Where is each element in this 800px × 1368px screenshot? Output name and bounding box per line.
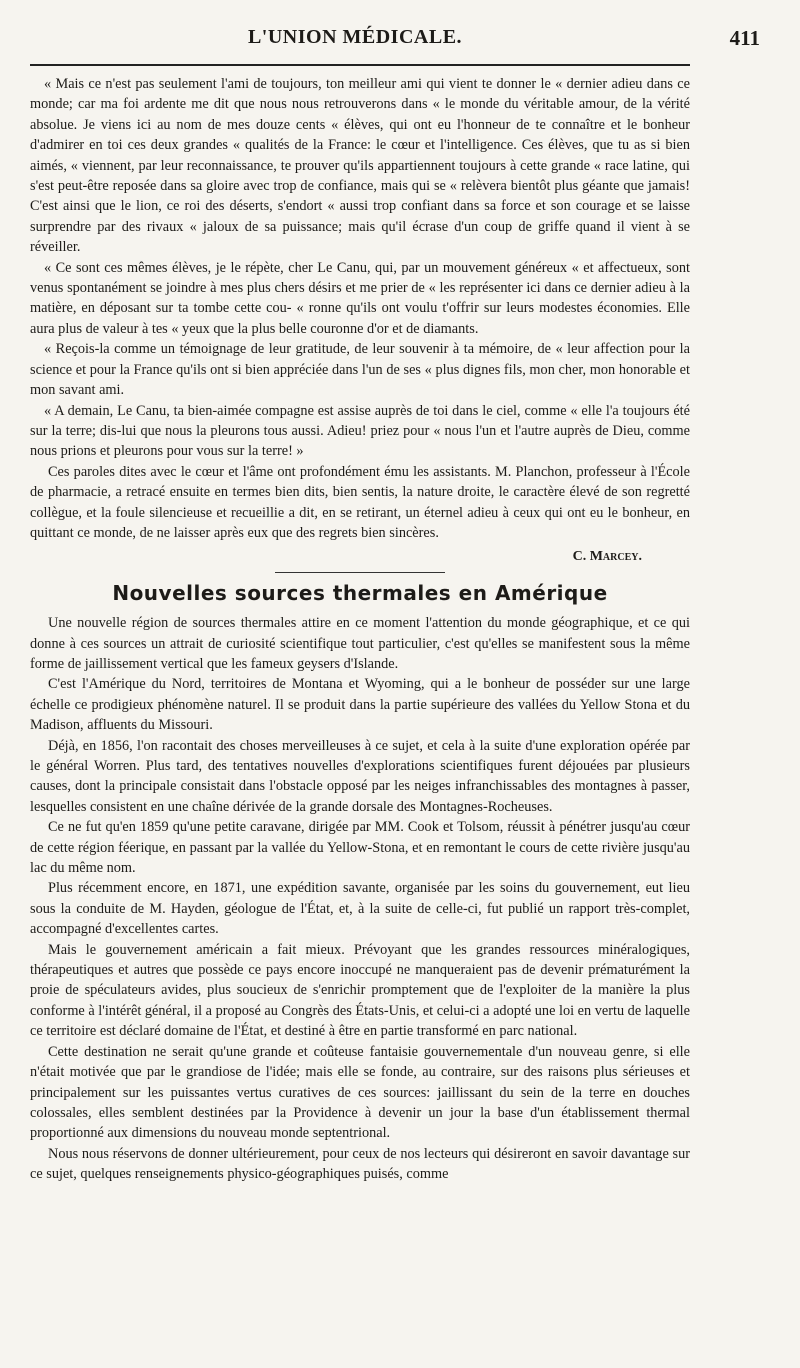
section-paragraph: C'est l'Amérique du Nord, territoires de Montana et Wyoming, qui a le bonheur de posséder sur une large échelle ce prodigieux phénomène naturel. Il se produit dans la partie supérieure des vallées du Yellow Stona et du Madison, affluents du Missouri. <box>30 676 690 734</box>
section-title: Nouvelles sources thermales en Amérique <box>112 580 608 605</box>
page-number: 411 <box>729 26 760 50</box>
header-rule <box>30 64 690 66</box>
running-title: L'UNION MÉDICALE. <box>247 26 463 48</box>
section-paragraph: Plus récemment encore, en 1871, une expédition savante, organisée par les soins du gouvernement, eut lieu sous la conduite de M. Hayden, géologue de l'État, et, à la suite de celle-ci, fut publié un rapport très-complet, accompagné d'excellentes cartes. <box>30 880 690 938</box>
quote-paragraph: « Reçois-la comme un témoignage de leur gratitude, de leur souvenir à ta mémoire, de « leur affection pour la science et pour la France qu'ils ont si bien appréciée dans l'un de ses « plus dignes fils, mon cher, mon honorable et mon savant ami. <box>30 341 690 399</box>
section-paragraph: Nous nous réservons de donner ultérieurement, pour ceux de nos lecteurs qui désireront en savoir davantage sur ce sujet, quelques renseignements physico-géographiques puisés, comme <box>30 1145 690 1183</box>
section-paragraph: Cette destination ne serait qu'une grande et coûteuse fantaisie gouvernementale d'un nouveau genre, si elle n'était motivée que par le grandiose de l'idée; mais elle se fonde, au contraire, sur des raisons plus sérieuses et principalement sur les puissantes vertus curatives de ces sources: jaillissant du sein de la terre en douches colossales, elles semblent destinées par la Providence à devenir un jour la base d'un établissement thermal proportionné aux dimensions du nouveau monde septentrional. <box>30 1043 690 1142</box>
quote-paragraph: « Mais ce n'est pas seulement l'ami de toujours, ton meilleur ami qui vient te donner le « dernier adieu dans ce monde; car ma foi ardente me dit que nous nous retrouverons dans « le monde du véritable amour, de la vérité absolue. Je viens ici au nom de mes douze cents « élèves, qui ont eu l'honneur de te connaître et le bonheur d'admirer en toi ces deux grandes « qualités de la France: le cœur et l'intelligence. Ces élèves, que tu as si bien aimés, « viennent, par leur reconnaissance, te prouver qu'ils appartiennent toujours à cette grande « race latine, qui s'est peut-être reposée dans sa gloire avec trop de confiance, mais qui se « relèvera bientôt plus géante que jamais! C'est ainsi que le lion, ce roi des déserts, s'endort « aussi trop confiant dans sa force et son courage et se laisse surprendre par des rivaux « jaloux de sa puissance; mais qu'il écrase d'un coup de griffe quand il vient à se réveiller. <box>30 76 690 256</box>
closing-paragraph: Ces paroles dites avec le cœur et l'âme ont profondément ému les assistants. M. Planchon, professeur à l'École de pharmacie, a retracé ensuite en termes bien dits, bien sentis, la nature droite, le caractère élevé de son regretté collègue, et la foule silencieuse et recueillie a dit, en se retirant, un éternel adieu à ceux qui ont eu le bonheur, en quittant ce monde, de ne laisser après eux que des regrets bien sincères. <box>30 463 690 541</box>
section-paragraph: Mais le gouvernement américain a fait mieux. Prévoyant que les grandes ressources minéralogiques, thérapeutiques et autres que possède ce pays encore inoccupé ne manqueraient pas de devenir prématurément la proie de spéculateurs avides, plus soucieux de s'enrichir promptement que de l'exploiter de la manière la plus conforme à l'intérêt général, il a proposé au Congrès des États-Unis, et celui-ci a adopté une loi en vertu de laquelle ce territoire est déclaré domaine de l'État, et destiné à être en partie transformé en parc national. <box>30 941 690 1040</box>
page-header <box>30 26 760 54</box>
signature: C. Marcey. <box>572 549 642 565</box>
article-body <box>30 74 690 1185</box>
quote-paragraph: « Ce sont ces mêmes élèves, je le répète, cher Le Canu, qui, par un mouvement généreux « et affectueux, sont venus spontanément se joindre à mes plus chers désirs et me prier de « les représenter ici dans ce dernier adieu à la matière, en déposant sur ta tombe cette cou- « ronne qu'ils ont voulu t'offrir sur leurs modestes économies. Elle aura plus de valeur à tes « yeux que la plus belle couronne d'or et de diamants. <box>30 259 690 337</box>
section-paragraph: Déjà, en 1856, l'on racontait des choses merveilleuses à ce sujet, et cela à la suite d'une exploration opérée par le général Worren. Plus tard, des tentatives nouvelles d'explorations scientifiques furent déjouées par plusieurs causes, dont la principale consistait dans l'obstacle opposé par les neiges infranchissables des montagnes à passer, lesquelles consistent en une chaîne dérivée de la grande dorsale des Montagnes-Rocheuses. <box>30 737 690 815</box>
section-paragraph: Ce ne fut qu'en 1859 qu'une petite caravane, dirigée par MM. Cook et Tolsom, réussit à pénétrer jusqu'au cœur de cette région féerique, en passant par la vallée du Yellow-Stona, et en remontant le cours de cette rivière jusqu'au lac du même nom. <box>30 819 690 877</box>
section-divider <box>275 572 445 573</box>
quote-paragraph: « A demain, Le Canu, ta bien-aimée compagne est assise auprès de toi dans le ciel, comme « elle l'a toujours été sur la terre; dis-lui que nous la pleurons tous aussi. Adieu! priez pour « nous l'un et l'autre auprès de Dieu, comme nous prions et pleurons pour vous sur la terre! » <box>30 402 690 460</box>
section-paragraph: Une nouvelle région de sources thermales attire en ce moment l'attention du monde géographique, et ce qui donne à ces sources un attrait de curiosité scientifique tout particulier, c'est qu'elles se manifestent sous la même forme de jaillissement vertical que les fameux geysers d'Islande. <box>30 615 690 672</box>
